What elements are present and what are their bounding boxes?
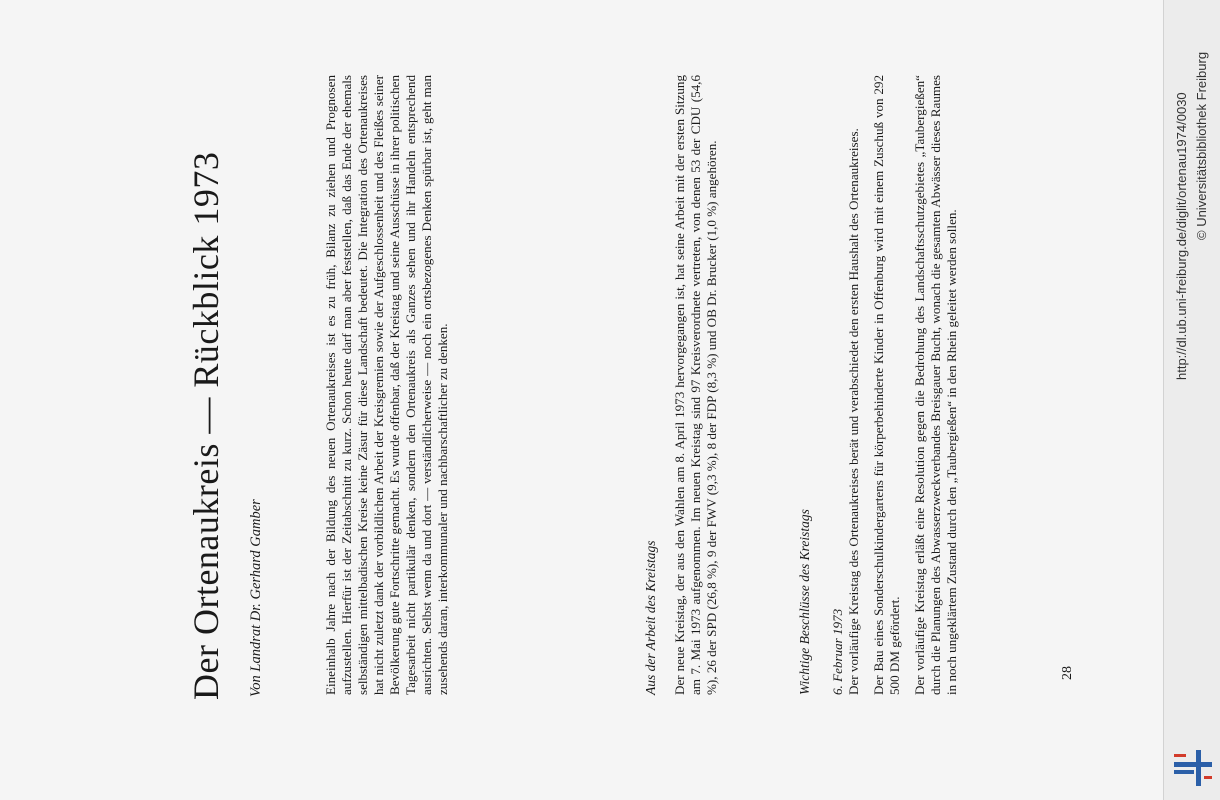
page-number: 28 [1060, 666, 1075, 680]
beschluesse-item: Der vorläufige Kreistag des Ortenaukreises berät und verabschiedet den ersten Haushalt des Ortenaukreises. [846, 128, 861, 695]
section-heading-arbeit: Aus der Arbeit des Kreistags [643, 540, 658, 695]
beschluesse-item: Der vorläufige Kreistag erläßt eine Resolution gegen die Bedrohung des Landschaftsschutzgebietes „Taubergießen“ durch die Planungen des Abwasserzweckverbandes Breisgauer Bucht, wonach die gesamten Abwässer dieses Raumes in noch ungeklärtem Zustand durch den „Taubergießen“ in den Rhein geleitet werden sollen. [912, 75, 959, 695]
section-heading-beschluesse: Wichtige Beschlüsse des Kreistags [797, 509, 812, 695]
beschluesse-date: 6. Februar 1973 [830, 608, 845, 695]
page-title: Der Ortenaukreis — Rückblick 1973 [186, 151, 226, 700]
intro-paragraph: Eineinhalb Jahre nach der Bildung des neuen Ortenaukreises ist es zu früh, Bilanz zu ziehen und Prognosen aufzustellen. Hierfür ist der Zeitabschnitt zu kurz. Schon heute darf man aber feststellen, daß das Ende der ehemals selbständigen mittelbadischen Kreise keine Zäsur für diese Landschaft bedeutet. Die Integration des Ortenaukreises hat nicht zuletzt dank der vorbildlichen Arbeit der Kreisgremien sowie der Aufgeschlossenheit und des Fleißes seiner Bevölkerung gute Fortschritte gemacht. Es wurde offenbar, daß der Kreistag und seine Ausschüsse in ihrer politischen Tagesarbeit nicht partikulär denken, sondern den Ortenaukreis als Ganzes sehen und ihr Handeln entsprechend ausrichten. Selbst wenn da und dort — verständlicherweise — noch ein ortsbezogenes Denken spürbar ist, geht man zusehends daran, interkommunaler und nachbarschaftlicher zu denken. [323, 75, 450, 695]
beschluesse-item: Der Bau eines Sonderschulkindergartens für körperbehinderte Kinder in Offenburg wird mit einem Zuschuß von 292 500 DM gefördert. [871, 75, 902, 695]
copyright-notice [1194, 0, 1209, 800]
copyright-text: © Universitätsbibliothek Freiburg [1194, 51, 1209, 240]
logo-bar [1174, 762, 1212, 767]
source-url-text[interactable]: http://dl.ub.uni-freiburg.de/diglit/ortenau1974/0030 [1174, 92, 1189, 380]
logo-bar [1204, 776, 1212, 779]
ub-freiburg-logo-icon[interactable] [1172, 748, 1214, 788]
library-sidebar [1163, 0, 1220, 800]
arbeit-paragraph: Der neue Kreistag, der aus den Wahlen am 8. April 1973 hervorgegangen ist, hat seine Arbeit mit der ersten Sitzung am 7. Mai 1973 aufgenommen. Im neuen Kreistag sind 97 Kreisverordnete vertreten, von denen 53 der CDU (54,6 %), 26 der SPD (26,8 %), 9 der FWV (9,3 %), 8 der FDP (8,3 %) und OB Dr. Brucker (1,0 %) angehören. [672, 75, 719, 695]
logo-bar [1174, 754, 1186, 757]
logo-bar [1174, 770, 1194, 774]
source-url-link[interactable] [1174, 0, 1189, 800]
logo-bar [1196, 750, 1201, 786]
beschluesse-block [830, 75, 969, 695]
author-line: Von Landrat Dr. Gerhard Gamber [248, 499, 264, 697]
